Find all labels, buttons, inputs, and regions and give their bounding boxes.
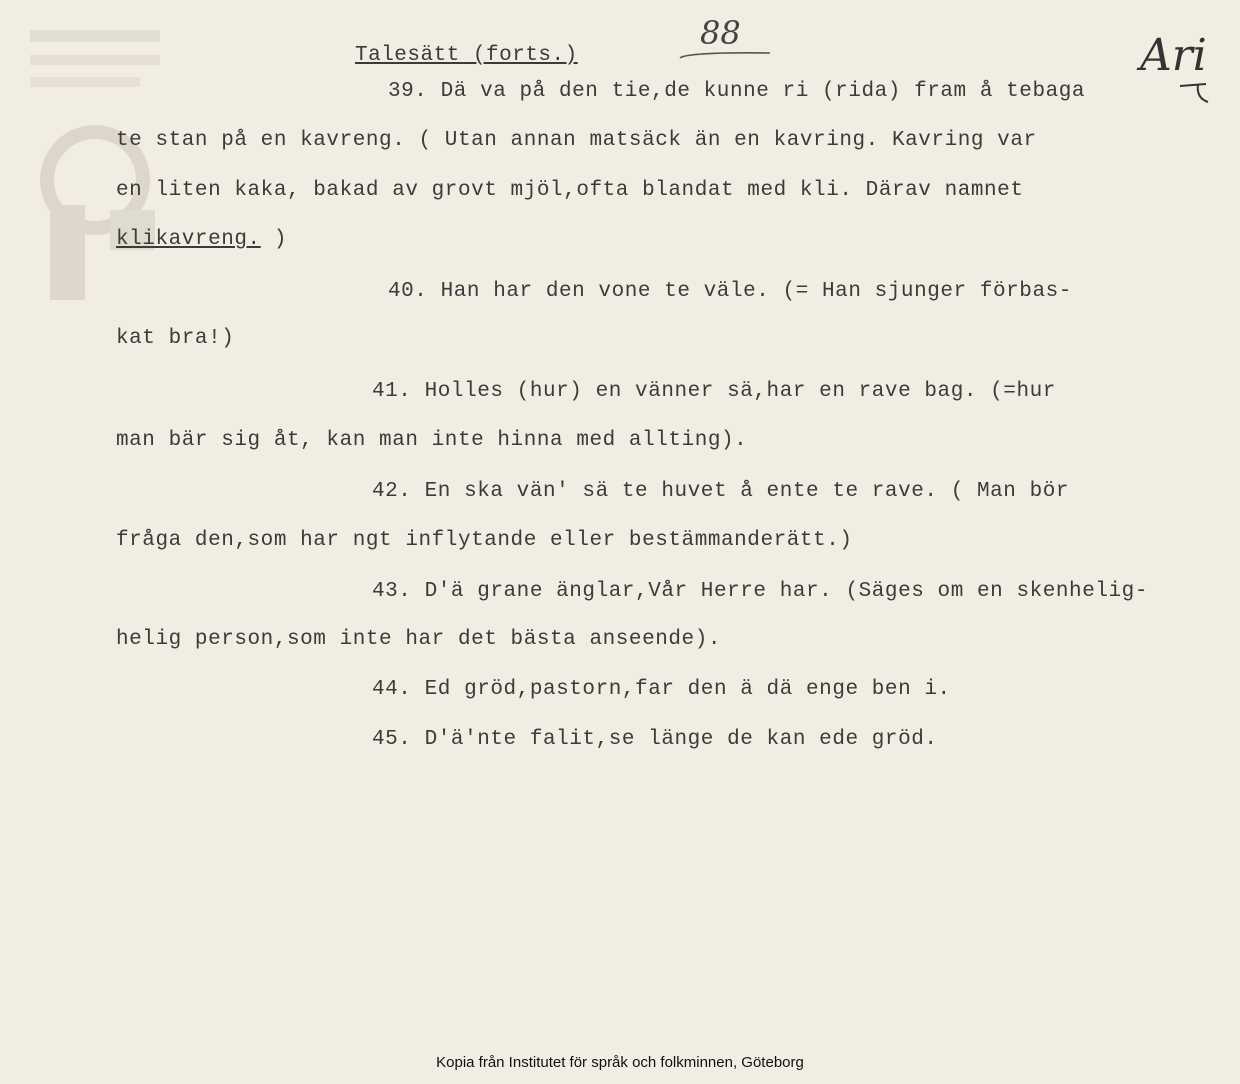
proverb-39-line-4: [116, 228, 287, 251]
proverb-44: 44. Ed gröd,pastorn,far den ä dä enge ben i.: [372, 678, 951, 701]
proverb-39-line-2: te stan på en kavreng. ( Utan annan matsäck än en kavring. Kavring var: [116, 129, 1037, 152]
closing-paren: ): [260, 228, 287, 251]
page-heading: Talesätt (forts.): [355, 44, 578, 67]
proverb-39-line-1: 39. Dä va på den tie,de kunne ri (rida) fram å tebaga: [388, 80, 1086, 103]
archive-footer: Kopia från Institutet för språk och folkminnen, Göteborg: [436, 1054, 804, 1071]
proverb-39-line-3: en liten kaka, bakad av grovt mjöl,ofta blandat med kli. Därav namnet: [116, 179, 1024, 202]
handwritten-annotation: Ari: [1140, 30, 1207, 81]
page-number-underline: [678, 50, 773, 60]
faded-stamp-icon: [20, 25, 170, 315]
proverb-40-line-1: 40. Han har den vone te väle. (= Han sjunger förbas-: [388, 280, 1072, 303]
proverb-42-line-1: 42. En ska vän' sä te huvet å ente te rave. ( Man bör: [372, 480, 1070, 503]
proverb-41-line-1: 41. Holles (hur) en vänner sä,har en rave bag. (=hur: [372, 380, 1056, 403]
proverb-43-line-2: helig person,som inte har det bästa anseende).: [116, 628, 721, 651]
proverb-45: 45. D'ä'nte falit,se länge de kan ede gröd.: [372, 728, 938, 751]
underlined-word: klikavreng.: [116, 228, 261, 251]
proverb-40-line-2: kat bra!): [116, 327, 235, 350]
proverb-41-line-2: man bär sig åt, kan man inte hinna med allting).: [116, 429, 748, 452]
handwritten-stroke: [1178, 78, 1218, 108]
page-number: 88: [700, 14, 741, 52]
proverb-42-line-2: fråga den,som har ngt inflytande eller bestämmanderätt.): [116, 529, 853, 552]
proverb-43-line-1: 43. D'ä grane änglar,Vår Herre har. (Säges om en skenhelig-: [372, 580, 1148, 603]
